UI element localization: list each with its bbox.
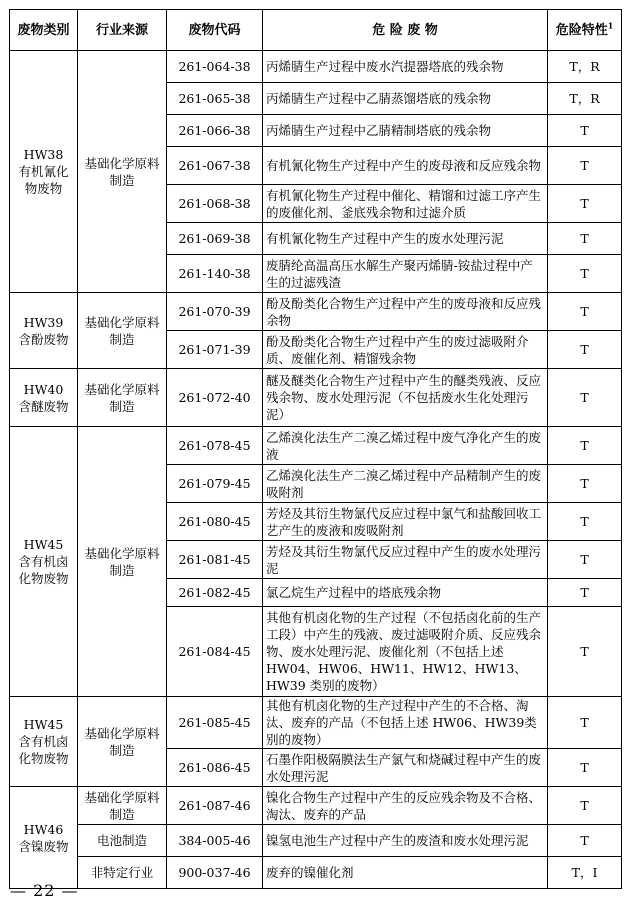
waste-description-cell: 有机氰化物生产过程中产生的废母液和反应残余物 [263, 147, 548, 185]
waste-description-cell: 酚及酚类化合物生产过程中产生的废母液和反应残余物 [263, 293, 548, 331]
waste-description-cell: 丙烯腈生产过程中废水汽提器塔底的残余物 [263, 51, 548, 83]
waste-description-cell: 乙烯溴化法生产二溴乙烯过程中废气净化产生的废液 [263, 427, 548, 465]
hazard-property-cell: T [548, 749, 622, 787]
header-category: 废物类别 [10, 10, 78, 51]
waste-description-cell: 有机氰化物生产过程中产生的废水处理污泥 [263, 223, 548, 255]
hazard-property-cell: T [548, 223, 622, 255]
waste-code-cell: 261-087-46 [167, 787, 263, 825]
hazard-property-cell: T [548, 185, 622, 223]
waste-description-cell: 其他有机卤化物的生产过程中产生的不合格、淘汰、废弃的产品（不包括上述 HW06、HW39类别的废物） [263, 697, 548, 749]
table-row [10, 427, 622, 465]
waste-code-cell: 261-078-45 [167, 427, 263, 465]
table-row [10, 697, 622, 749]
table-row [10, 51, 622, 83]
hazard-property-cell: T [548, 787, 622, 825]
hazard-property-cell: T [548, 293, 622, 331]
header-waste: 危 险 废 物 [263, 10, 548, 51]
waste-category-cell: HW38 有机氰化 物废物 [10, 51, 78, 293]
header-industry: 行业来源 [78, 10, 167, 51]
waste-code-cell: 261-080-45 [167, 503, 263, 541]
waste-code-cell: 261-082-45 [167, 579, 263, 607]
waste-code-cell: 261-068-38 [167, 185, 263, 223]
page-footer: — 22 — [10, 881, 79, 900]
industry-source-cell: 基础化学原料 制造 [78, 697, 167, 787]
hazard-property-cell: T，R [548, 83, 622, 115]
waste-category-cell: HW45 含有机卤 化物废物 [10, 697, 78, 787]
industry-source-cell: 基础化学原料 制造 [78, 427, 167, 697]
waste-category-cell: HW40 含醚废物 [10, 369, 78, 427]
waste-code-cell: 900-037-46 [167, 857, 263, 889]
waste-code-cell: 261-079-45 [167, 465, 263, 503]
waste-description-cell: 镍氢电池生产过程中产生的废渣和废水处理污泥 [263, 825, 548, 857]
industry-source-cell: 电池制造 [78, 825, 167, 857]
table-row [10, 369, 622, 427]
hazard-property-cell: T [548, 503, 622, 541]
table-row [10, 787, 622, 825]
table-header-row [10, 10, 622, 51]
waste-description-cell: 丙烯腈生产过程中乙腈蒸馏塔底的残余物 [263, 83, 548, 115]
table-row [10, 825, 622, 857]
industry-source-cell: 非特定行业 [78, 857, 167, 889]
waste-code-cell: 384-005-46 [167, 825, 263, 857]
table-row [10, 857, 622, 889]
hazard-property-cell: T [548, 369, 622, 427]
waste-code-cell: 261-086-45 [167, 749, 263, 787]
waste-code-cell: 261-065-38 [167, 83, 263, 115]
hazard-property-cell: T [548, 115, 622, 147]
industry-source-cell: 基础化学原料 制造 [78, 293, 167, 369]
waste-description-cell: 芳烃及其衍生物氯代反应过程中产生的废水处理污泥 [263, 541, 548, 579]
waste-category-cell: HW39 含酚废物 [10, 293, 78, 369]
waste-category-cell: HW46 含镍废物 [10, 787, 78, 889]
waste-description-cell: 酚及酚类化合物生产过程中产生的废过滤吸附介质、废催化剂、精馏残余物 [263, 331, 548, 369]
waste-code-cell: 261-140-38 [167, 255, 263, 293]
hazard-property-cell: T [548, 331, 622, 369]
hazard-property-cell: T [548, 541, 622, 579]
industry-source-cell: 基础化学原料 制造 [78, 51, 167, 293]
waste-description-cell: 废腈纶高温高压水解生产聚丙烯腈-铵盐过程中产生的过滤残渣 [263, 255, 548, 293]
waste-description-cell: 废弃的镍催化剂 [263, 857, 548, 889]
waste-description-cell: 氯乙烷生产过程中的塔底残余物 [263, 579, 548, 607]
waste-description-cell: 丙烯腈生产过程中乙腈精制塔底的残余物 [263, 115, 548, 147]
hazard-property-cell: T [548, 465, 622, 503]
hazard-property-cell: T [548, 579, 622, 607]
waste-code-cell: 261-081-45 [167, 541, 263, 579]
waste-code-cell: 261-064-38 [167, 51, 263, 83]
waste-description-cell: 有机氰化物生产过程中催化、精馏和过滤工序产生的废催化剂、釜底残余物和过滤介质 [263, 185, 548, 223]
hazardous-waste-table [9, 9, 622, 889]
waste-description-cell: 醚及醚类化合物生产过程中产生的醚类残液、反应残余物、废水处理污泥（不包括废水生化处理污泥） [263, 369, 548, 427]
page-number: 22 [33, 881, 56, 900]
table-row [10, 293, 622, 331]
waste-code-cell: 261-072-40 [167, 369, 263, 427]
waste-description-cell: 芳烃及其衍生物氯代反应过程中氯气和盐酸回收工艺产生的废液和废吸附剂 [263, 503, 548, 541]
industry-source-cell: 基础化学原料 制造 [78, 787, 167, 825]
waste-description-cell: 乙烯溴化法生产二溴乙烯过程中产品精制产生的废吸附剂 [263, 465, 548, 503]
waste-category-cell: HW45 含有机卤 化物废物 [10, 427, 78, 697]
header-property: 危险特性$^1$ [548, 10, 622, 51]
industry-source-cell: 基础化学原料 制造 [78, 369, 167, 427]
hazard-property-cell: T [548, 427, 622, 465]
hazard-property-cell: T，R [548, 51, 622, 83]
waste-code-cell: 261-067-38 [167, 147, 263, 185]
header-code: 废物代码 [167, 10, 263, 51]
waste-code-cell: 261-084-45 [167, 607, 263, 697]
waste-code-cell: 261-066-38 [167, 115, 263, 147]
waste-code-cell: 261-070-39 [167, 293, 263, 331]
hazard-property-cell: T [548, 607, 622, 697]
hazard-property-cell: T，I [548, 857, 622, 889]
waste-code-cell: 261-069-38 [167, 223, 263, 255]
hazard-property-cell: T [548, 255, 622, 293]
waste-code-cell: 261-085-45 [167, 697, 263, 749]
waste-description-cell: 其他有机卤化物的生产过程（不包括卤化前的生产工段）中产生的残液、废过滤吸附介质、反应残余物、废水处理污泥、废催化剂（不包括上述HW04、HW06、HW11、HW12、HW13、HW39 类别的废物） [263, 607, 548, 697]
hazard-property-cell: T [548, 147, 622, 185]
waste-code-cell: 261-071-39 [167, 331, 263, 369]
waste-description-cell: 镍化合物生产过程中产生的反应残余物及不合格、淘汰、废弃的产品 [263, 787, 548, 825]
hazard-property-cell: T [548, 697, 622, 749]
waste-description-cell: 石墨作阳极隔膜法生产氯气和烧碱过程中产生的废水处理污泥 [263, 749, 548, 787]
hazard-property-cell: T [548, 825, 622, 857]
